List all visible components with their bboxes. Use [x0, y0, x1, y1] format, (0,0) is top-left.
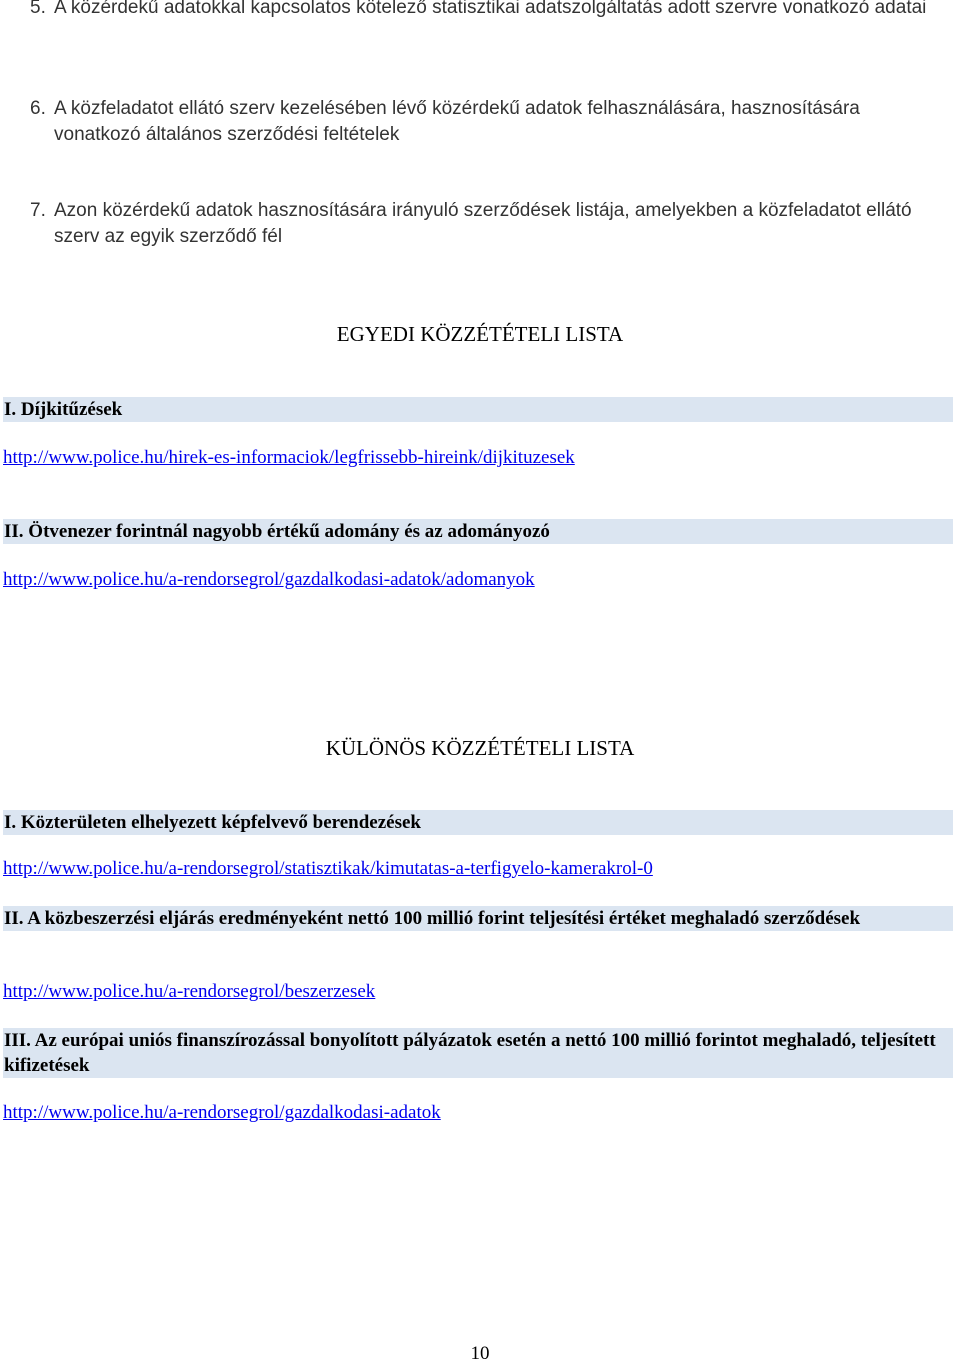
- list-item-5: [30, 0, 940, 21]
- egyedi-section-1-link[interactable]: http://www.police.hu/hirek-es-informaciok/legfrissebb-hireink/dijkituzesek: [3, 447, 575, 468]
- list-item-number: 5.: [30, 0, 46, 18]
- kulonos-section-3-link[interactable]: http://www.police.hu/a-rendorsegrol/gazdalkodasi-adatok: [3, 1102, 441, 1123]
- list-item-number: 6.: [30, 98, 46, 119]
- kulonos-section-3-title: III. Az európai uniós finanszírozással bonyolított pályázatok esetén a nettó 100 millió forintot meghaladó, teljesített kifizetések: [3, 1028, 953, 1078]
- egyedi-section-2-title: II. Ötvenezer forintnál nagyobb értékű adomány és az adományozó: [3, 519, 953, 544]
- kulonos-section-1-title: I. Közterületen elhelyezett képfelvevő berendezések: [3, 810, 953, 835]
- egyedi-section-1-title: I. Díjkitűzések: [3, 397, 953, 422]
- list-item-7: [30, 198, 940, 250]
- list-item-text: Azon közérdekű adatok hasznosítására irányuló szerződések listája, amelyekben a közfeladatot ellátó szerv az egyik szerződő fél: [54, 200, 912, 247]
- kulonos-section-1-link[interactable]: http://www.police.hu/a-rendorsegrol/statisztikak/kimutatas-a-terfigyelo-kamerakrol-0: [3, 858, 653, 879]
- list-item-6: [30, 96, 940, 148]
- egyedi-section-2-link[interactable]: http://www.police.hu/a-rendorsegrol/gazdalkodasi-adatok/adomanyok: [3, 569, 535, 590]
- egyedi-list-heading: EGYEDI KÖZZÉTÉTELI LISTA: [336, 322, 624, 346]
- list-item-text: A közérdekű adatokkal kapcsolatos kötelező statisztikai adatszolgáltatás adott szervre vonatkozó adatai: [54, 0, 927, 18]
- list-item-text: A közfeladatot ellátó szerv kezelésében lévő közérdekű adatok felhasználására, hasznosítására vonatkozó általános szerződési feltételek: [54, 98, 860, 145]
- kulonos-section-2-link[interactable]: http://www.police.hu/a-rendorsegrol/beszerzesek: [3, 981, 376, 1002]
- kulonos-list-heading: KÜLÖNÖS KÖZZÉTÉTELI LISTA: [325, 736, 635, 760]
- page-number: 10: [470, 1343, 490, 1364]
- kulonos-section-2-title: II. A közbeszerzési eljárás eredményeként nettó 100 millió forint teljesítési értéket meghaladó szerződések: [3, 906, 953, 931]
- list-item-number: 7.: [30, 200, 46, 221]
